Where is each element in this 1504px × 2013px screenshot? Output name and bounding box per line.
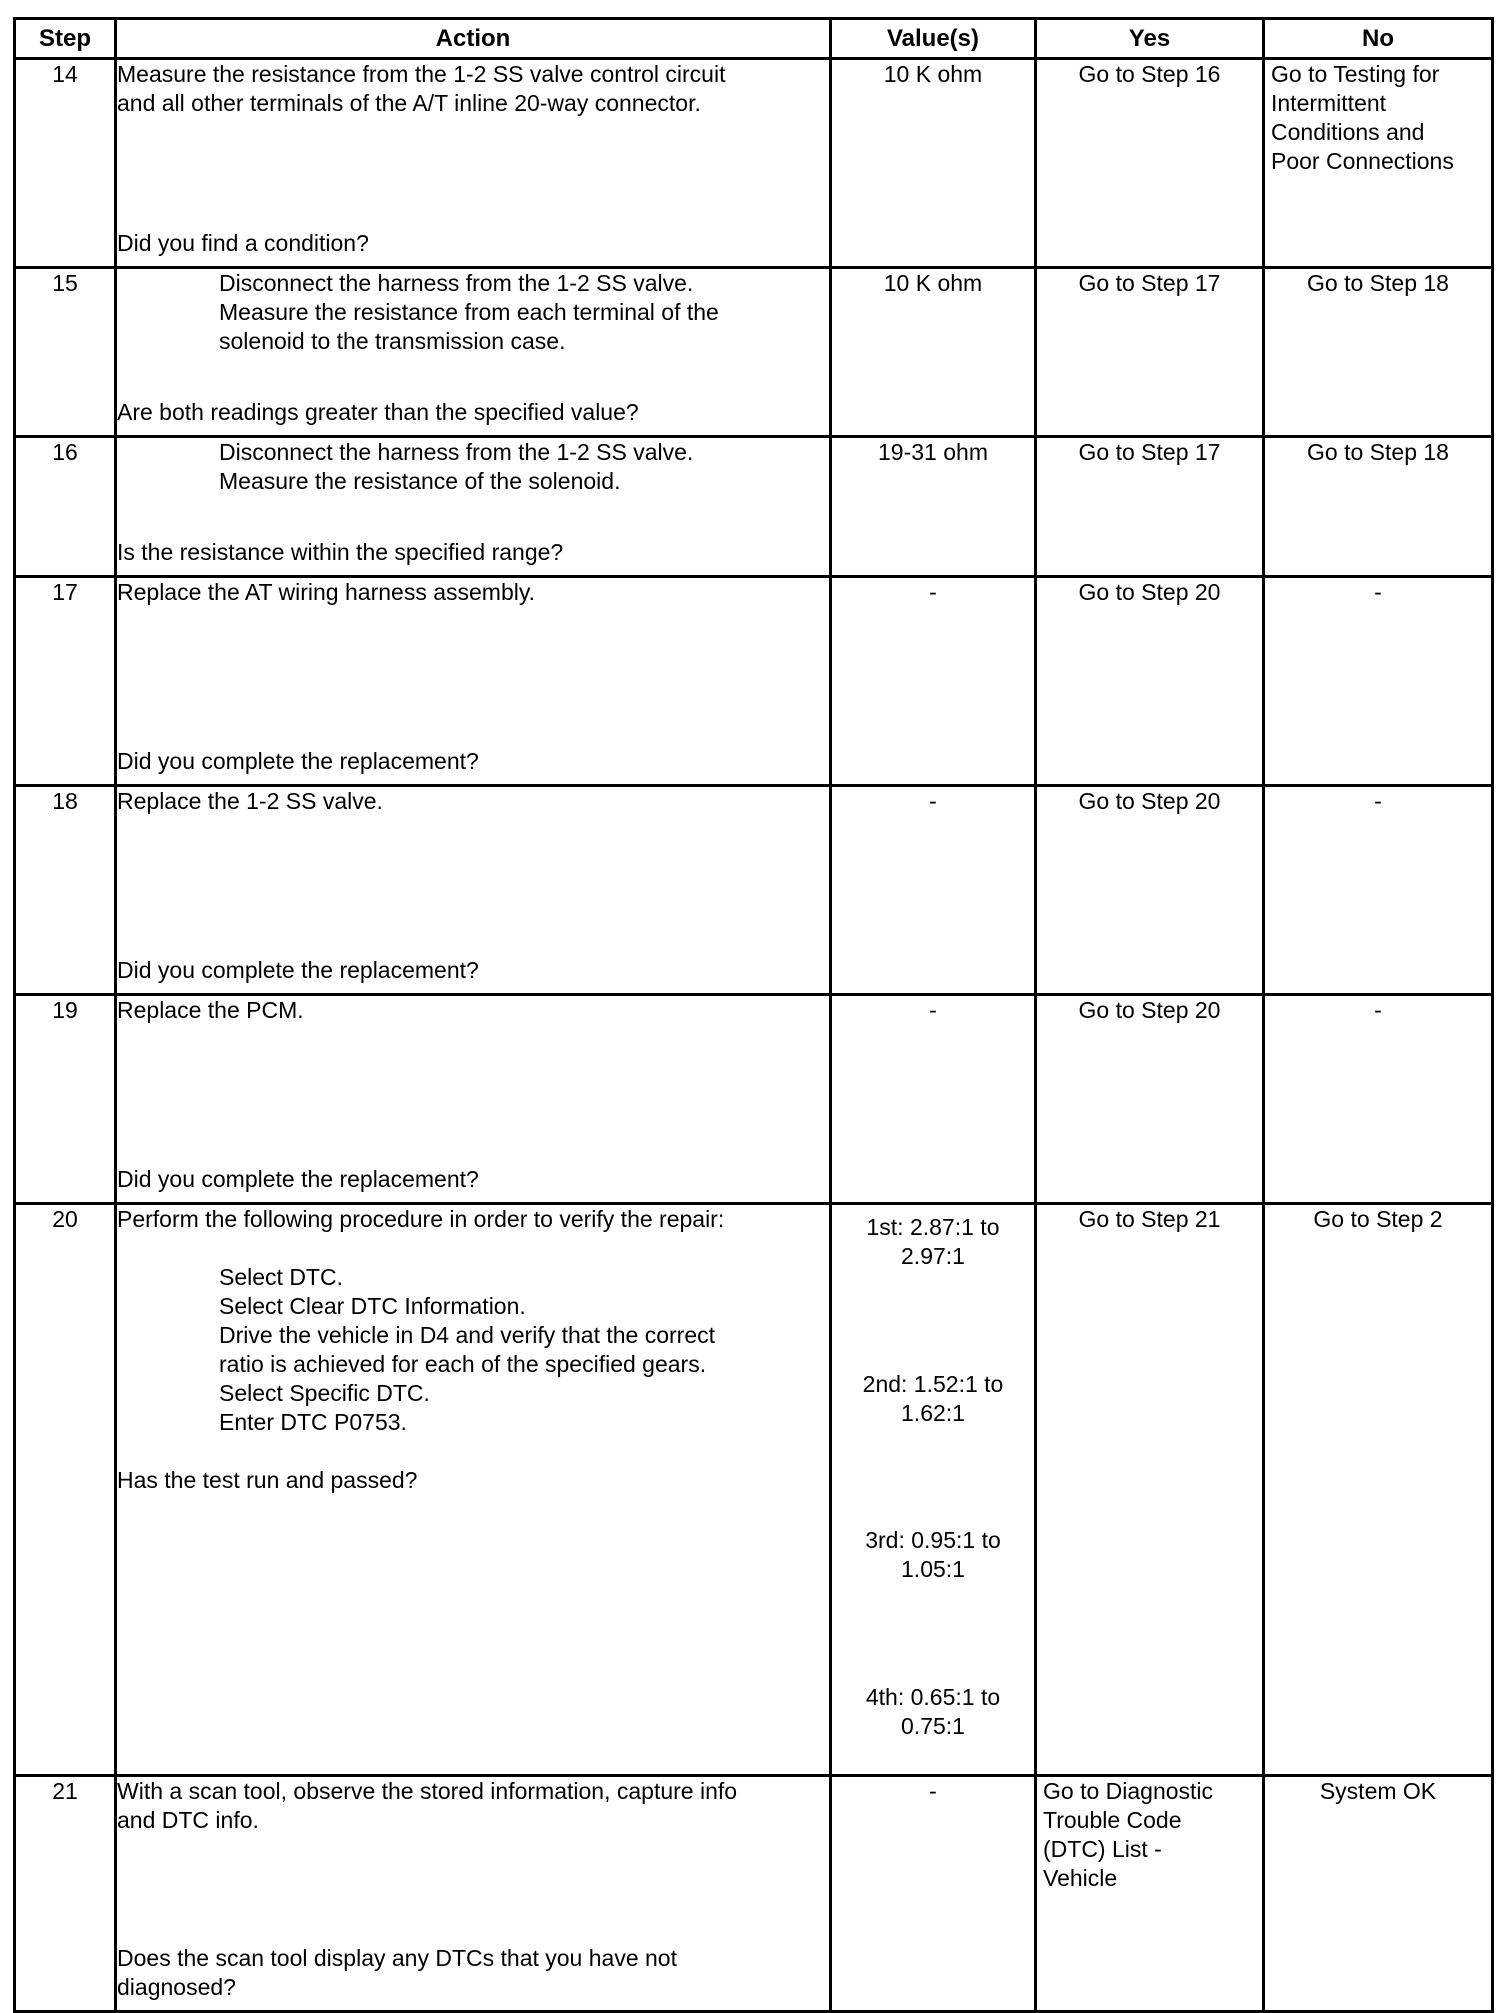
yes-cell — [1036, 995, 1264, 1204]
step-number: 16 — [15, 437, 116, 577]
step-number: 20 — [15, 1204, 116, 1776]
gear-ratio-1st — [832, 1213, 1034, 1271]
question-text: diagnosed? — [117, 1974, 236, 2000]
yes-text: (DTC) List - — [1043, 1836, 1162, 1862]
table-row — [15, 59, 1493, 268]
action-text: With a scan tool, observe the stored information, capture info — [117, 1778, 738, 1804]
step-number: 15 — [15, 268, 116, 437]
question-text: Has the test run and passed? — [117, 1467, 418, 1493]
no-text: Intermittent — [1271, 90, 1387, 116]
header-action: Action — [116, 19, 831, 59]
gear-ratio-3rd — [832, 1526, 1034, 1584]
no-link[interactable]: Go to Step 18 — [1307, 439, 1449, 465]
action-text: and DTC info. — [117, 1807, 259, 1833]
action-cell — [116, 59, 831, 268]
yes-text: Vehicle — [1043, 1865, 1118, 1891]
action-text: Measure the resistance from the 1-2 SS valve control circuit — [117, 61, 726, 87]
value-text: 1.05:1 — [901, 1556, 965, 1583]
yes-cell — [1036, 1776, 1264, 2012]
value-cell — [831, 1204, 1036, 1776]
value-text: 3rd: 0.95:1 to — [865, 1527, 1001, 1554]
question-text: Did you complete the replacement? — [117, 1166, 479, 1192]
step-number: 14 — [15, 59, 116, 268]
question-text: Did you find a condition? — [117, 230, 369, 256]
yes-link[interactable]: Go to Step 20 — [1078, 997, 1221, 1023]
no-text: Poor Connections — [1271, 148, 1454, 174]
action-cell — [116, 437, 831, 577]
yes-cell — [1036, 1204, 1264, 1776]
action-text: solenoid to the transmission case. — [219, 328, 566, 354]
action-subitem: ratio is achieved for each of the specified gears. — [219, 1351, 707, 1377]
yes-text: Trouble Code — [1043, 1807, 1182, 1833]
no-link[interactable] — [1271, 60, 1491, 176]
step-number: 18 — [15, 786, 116, 995]
no-text: System OK — [1319, 1778, 1437, 1804]
no-cell — [1264, 437, 1493, 577]
no-cell — [1264, 268, 1493, 437]
value-text: 2.97:1 — [901, 1243, 965, 1269]
diagnostic-table — [13, 17, 1494, 2013]
yes-link[interactable]: Go to Step 16 — [1078, 61, 1221, 87]
yes-link[interactable]: Go to Step 17 — [1078, 270, 1221, 296]
no-cell: - — [1264, 786, 1493, 995]
question-text: Does the scan tool display any DTCs that you have not — [117, 1945, 677, 1971]
action-cell — [116, 1776, 831, 2012]
yes-link[interactable]: Go to Step 20 — [1078, 788, 1221, 814]
action-cell — [116, 1204, 831, 1776]
table-row — [15, 577, 1493, 786]
yes-link[interactable] — [1043, 1777, 1262, 1893]
action-cell — [116, 268, 831, 437]
yes-cell — [1036, 268, 1264, 437]
no-text: Conditions and — [1271, 119, 1425, 145]
no-cell — [1264, 1204, 1493, 1776]
yes-cell — [1036, 59, 1264, 268]
action-text: Measure the resistance from each terminal of the — [219, 299, 719, 325]
header-no: No — [1264, 19, 1493, 59]
table-row — [15, 268, 1493, 437]
action-text: Perform the following procedure in order to verify the repair: — [117, 1206, 725, 1232]
action-subitem: Enter DTC P0753. — [219, 1409, 407, 1435]
yes-link[interactable]: Go to Step 21 — [1078, 1206, 1221, 1232]
table-row — [15, 1776, 1493, 2012]
question-text: Is the resistance within the specified range? — [117, 539, 564, 565]
question-text: Did you complete the replacement? — [117, 957, 479, 983]
value-cell: 10 K ohm — [831, 59, 1036, 268]
value-text: 0.75:1 — [901, 1712, 965, 1739]
yes-link[interactable]: Go to Step 17 — [1078, 439, 1221, 465]
table-row — [15, 995, 1493, 1204]
yes-text: Go to Diagnostic — [1043, 1778, 1214, 1804]
table-row — [15, 437, 1493, 577]
header-row — [15, 19, 1493, 59]
action-subitem: Select DTC. — [219, 1264, 343, 1290]
no-cell — [1264, 1776, 1493, 2012]
gear-ratio-2nd — [832, 1370, 1034, 1428]
action-cell — [116, 995, 831, 1204]
gear-ratio-4th — [832, 1683, 1034, 1741]
no-text: Go to Testing for — [1271, 61, 1440, 87]
action-text: Replace the 1-2 SS valve. — [117, 788, 383, 814]
question-text: Did you complete the replacement? — [117, 748, 479, 774]
no-cell: - — [1264, 577, 1493, 786]
no-link[interactable]: Go to Step 2 — [1313, 1206, 1443, 1232]
action-subitem: Select Clear DTC Information. — [219, 1293, 526, 1319]
action-text: Replace the PCM. — [117, 997, 304, 1023]
action-text: Disconnect the harness from the 1-2 SS valve. — [219, 439, 694, 465]
no-cell — [1264, 59, 1493, 268]
value-text: 2nd: 1.52:1 to — [862, 1370, 1004, 1397]
no-link[interactable]: Go to Step 18 — [1307, 270, 1449, 296]
question-text: Are both readings greater than the specified value? — [117, 399, 639, 425]
yes-cell — [1036, 577, 1264, 786]
table-row — [15, 786, 1493, 995]
value-text: 4th: 0.65:1 to — [865, 1683, 1001, 1710]
action-cell — [116, 577, 831, 786]
action-cell — [116, 786, 831, 995]
no-cell: - — [1264, 995, 1493, 1204]
action-text: Disconnect the harness from the 1-2 SS valve. — [219, 270, 694, 296]
yes-cell — [1036, 437, 1264, 577]
action-text: and all other terminals of the A/T inline 20-way connector. — [117, 90, 701, 116]
value-text: 1.62:1 — [901, 1399, 965, 1426]
value-cell: - — [831, 995, 1036, 1204]
yes-link[interactable]: Go to Step 20 — [1078, 579, 1221, 605]
value-cell: 10 K ohm — [831, 268, 1036, 437]
value-cell: - — [831, 1776, 1036, 2012]
value-text: 1st: 2.87:1 to — [866, 1214, 1000, 1240]
value-cell: - — [831, 786, 1036, 995]
header-values: Value(s) — [831, 19, 1036, 59]
step-number: 19 — [15, 995, 116, 1204]
value-cell: - — [831, 577, 1036, 786]
action-text: Measure the resistance of the solenoid. — [219, 468, 621, 494]
action-subitem: Drive the vehicle in D4 and verify that the correct — [219, 1322, 716, 1348]
step-number: 17 — [15, 577, 116, 786]
header-yes: Yes — [1036, 19, 1264, 59]
table-row — [15, 1204, 1493, 1776]
action-subitem: Select Specific DTC. — [219, 1380, 430, 1406]
step-number: 21 — [15, 1776, 116, 2012]
yes-cell — [1036, 786, 1264, 995]
header-step: Step — [15, 19, 116, 59]
action-text: Replace the AT wiring harness assembly. — [117, 579, 536, 605]
value-cell: 19-31 ohm — [831, 437, 1036, 577]
